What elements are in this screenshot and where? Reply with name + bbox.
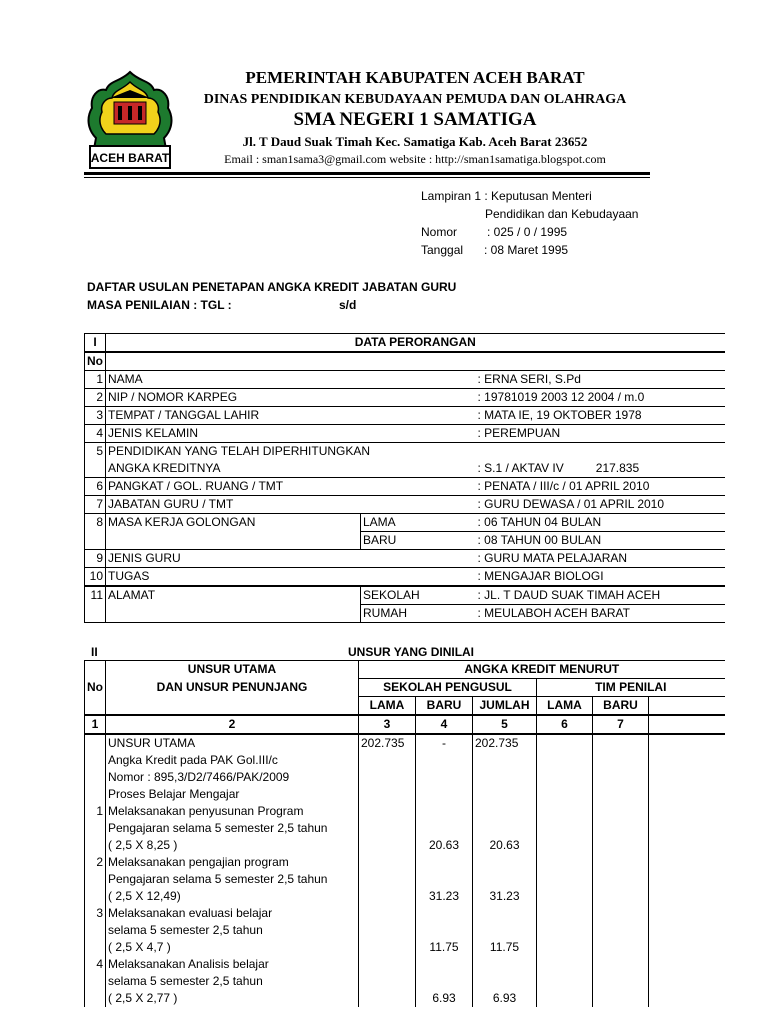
table-row: 9 JENIS GURU : GURU MATA PELAJARAN: [85, 550, 725, 568]
section1-no-header: No: [85, 352, 106, 371]
col-tim-penilai: TIM PENILAI: [537, 679, 725, 697]
data-perorangan-section: [84, 333, 665, 625]
lampiran-line2: Pendidikan dan Kebudayaan: [485, 207, 639, 221]
field-label-jabatan: JABATAN GURU / TMT: [106, 496, 476, 514]
table-row: 3 Melaksanakan evaluasi belajar: [85, 905, 725, 922]
table-row: 4 Melaksanakan Analisis belajar: [85, 956, 725, 973]
field-value-nama: : ERNA SERI, S.Pd: [476, 371, 725, 389]
header-contact: Email : sman1sama3@gmail.com website : http://sman1samatiga.blogspot.com: [224, 152, 606, 166]
table-row: 1 NAMA : ERNA SERI, S.Pd: [85, 371, 725, 389]
field-label-masa-kerja: MASA KERJA GOLONGAN: [106, 514, 361, 532]
table-row: Angka Kredit pada PAK Gol.III/c: [85, 752, 725, 769]
lampiran-tanggal-label: Tanggal: [421, 243, 464, 257]
header-address: Jl. T Daud Suak Timah Kec. Samatiga Kab. Aceh Barat 23652: [242, 134, 588, 149]
table-row: ( 2,5 X 2,77 ) 6.93 6.93: [85, 990, 725, 1007]
section2-heading: UNSUR YANG DINILAI: [348, 645, 475, 659]
table-row: 5 PENDIDIKAN YANG TELAH DIPERHITUNGKAN: [85, 443, 725, 461]
unsur-jumlah-value: 202.735: [473, 734, 537, 752]
table-row: 4 JENIS KELAMIN : PEREMPUAN: [85, 425, 725, 443]
letterhead-rule-thin: [84, 177, 650, 178]
col-unsur-penunjang: DAN UNSUR PENUNJANG: [106, 679, 359, 697]
field-sub-sekolah: SEKOLAH: [361, 586, 476, 605]
field-label-ttl: TEMPAT / TANGGAL LAHIR: [106, 407, 476, 425]
field-value-pendidikan: : S.1 / AKTAV IV: [477, 461, 564, 475]
table-row: 8 MASA KERJA GOLONGAN LAMA : 06 TAHUN 04 BULAN: [85, 514, 725, 532]
field-label-jenis-guru: JENIS GURU: [106, 550, 476, 568]
field-value-masa-baru: : 08 TAHUN 00 BULAN: [476, 532, 725, 550]
header-school-name: SMA NEGERI 1 SAMATIGA: [293, 109, 537, 130]
field-label-nip: NIP / NOMOR KARPEG: [106, 389, 476, 407]
field-sub-baru: BARU: [361, 532, 476, 550]
field-label-jenis-kelamin: JENIS KELAMIN: [106, 425, 476, 443]
lampiran-tanggal-value: : 08 Maret 1995: [484, 243, 569, 257]
section1-roman: I: [85, 334, 106, 353]
table-row: UNSUR UTAMA 202.735 - 202.735: [85, 734, 725, 752]
section2-roman: II: [91, 645, 98, 659]
col-unsur-utama: UNSUR UTAMA: [106, 661, 359, 679]
table-row: ( 2,5 X 4,7 ) 11.75 11.75: [85, 939, 725, 956]
col-lama-tim: LAMA: [537, 697, 593, 716]
table-row: 2 Melaksanakan pengajian program: [85, 854, 725, 871]
table-row: 3 TEMPAT / TANGGAL LAHIR : MATA IE, 19 OKTOBER 1978: [85, 407, 725, 425]
lampiran-nomor-value: : 025 / 0 / 1995: [487, 225, 568, 239]
lampiran-nomor-label: Nomor: [421, 225, 458, 239]
masa-penilaian-label: MASA PENILAIAN : TGL :: [87, 298, 232, 312]
field-value-pangkat: : PENATA / III/c / 01 APRIL 2010: [476, 478, 725, 496]
col-jumlah: JUMLAH: [473, 697, 537, 716]
unsur-lama-value: 202.735: [359, 734, 416, 752]
table-row: ( 2,5 X 8,25 ) 20.63 20.63: [85, 837, 725, 854]
table-row: [85, 460, 725, 478]
unsur-dinilai-section: [84, 660, 667, 1024]
field-value-angka-kredit: 217.835: [595, 461, 640, 475]
field-value-tugas: : MENGAJAR BIOLOGI: [476, 568, 725, 587]
field-label-nama: NAMA: [106, 371, 476, 389]
table-row: Nomor : 895,3/D2/7466/PAK/2009: [85, 769, 725, 786]
field-sub-lama: LAMA: [361, 514, 476, 532]
table-row: 11 ALAMAT SEKOLAH : JL. T DAUD SUAK TIMAH ACEH: [85, 586, 725, 605]
field-label-tugas: TUGAS: [106, 568, 476, 587]
masa-penilaian-sd: s/d: [339, 298, 357, 312]
field-value-jenis-kelamin: : PEREMPUAN: [476, 425, 725, 443]
table-row: Proses Belajar Mengajar: [85, 786, 725, 803]
table-row: 7 JABATAN GURU / TMT : GURU DEWASA / 01 APRIL 2010: [85, 496, 725, 514]
header-department: DINAS PENDIDIKAN KEBUDAYAAN PEMUDA DAN OLAHRAGA: [203, 92, 627, 107]
logo-text: ACEH BARAT: [90, 151, 170, 165]
field-value-nip: : 19781019 2003 12 2004 / m.0: [476, 389, 725, 407]
data-perorangan-table: [84, 333, 725, 623]
field-label-pangkat: PANGKAT / GOL. RUANG / TMT: [106, 478, 476, 496]
table-row: 10 TUGAS : MENGAJAR BIOLOGI: [85, 568, 725, 587]
table-row: selama 5 semester 2,5 tahun: [85, 973, 725, 990]
letterhead-rule-thick: [84, 172, 650, 175]
col-baru: BARU: [416, 697, 473, 716]
field-value-jenis-guru: : GURU MATA PELAJARAN: [476, 550, 725, 568]
field-value-masa-lama: : 06 TAHUN 04 BULAN: [476, 514, 725, 532]
field-label-pendidikan: PENDIDIKAN YANG TELAH DIPERHITUNGKAN: [108, 444, 371, 458]
table-row: 6 PANGKAT / GOL. RUANG / TMT : PENATA / III/c / 01 APRIL 2010: [85, 478, 725, 496]
field-value-jabatan: : GURU DEWASA / 01 APRIL 2010: [476, 496, 725, 514]
table-row: 2 NIP / NOMOR KARPEG : 19781019 2003 12 2004 / m.0: [85, 389, 725, 407]
table-row: ( 2,5 X 12,49) 31.23 31.23: [85, 888, 725, 905]
table-row: Pengajaran selama 5 semester 2,5 tahun: [85, 871, 725, 888]
col-angka-kredit: ANGKA KREDIT MENURUT: [359, 661, 725, 679]
field-label-alamat: ALAMAT: [106, 586, 361, 605]
field-value-rumah: : MEULABOH ACEH BARAT: [476, 605, 725, 623]
field-label-pendidikan-2: ANGKA KREDITNYA: [106, 460, 476, 478]
col-baru-tim: BARU: [593, 697, 649, 716]
unsur-dinilai-table: [84, 660, 725, 1007]
col-no: No: [85, 679, 106, 697]
col-sekolah-pengusul: SEKOLAH PENGUSUL: [359, 679, 537, 697]
section1-heading: DATA PERORANGAN: [106, 334, 725, 353]
table-row: selama 5 semester 2,5 tahun: [85, 922, 725, 939]
table-row: [85, 532, 725, 550]
field-value-ttl: : MATA IE, 19 OKTOBER 1978: [476, 407, 725, 425]
table-row: [85, 605, 725, 623]
field-value-sekolah: : JL. T DAUD SUAK TIMAH ACEH: [476, 586, 725, 605]
table-row: 1 Melaksanakan penyusunan Program: [85, 803, 725, 820]
document-title: DAFTAR USULAN PENETAPAN ANGKA KREDIT JABATAN GURU: [87, 280, 457, 294]
field-sub-rumah: RUMAH: [361, 605, 476, 623]
table-row: Pengajaran selama 5 semester 2,5 tahun: [85, 820, 725, 837]
header-government: PEMERINTAH KABUPATEN ACEH BARAT: [245, 68, 585, 87]
col-lama: LAMA: [359, 697, 416, 716]
column-number-row: 1 2 3 4 5 6 7: [85, 715, 725, 734]
lampiran-line1: Lampiran 1 : Keputusan Menteri: [421, 189, 592, 203]
